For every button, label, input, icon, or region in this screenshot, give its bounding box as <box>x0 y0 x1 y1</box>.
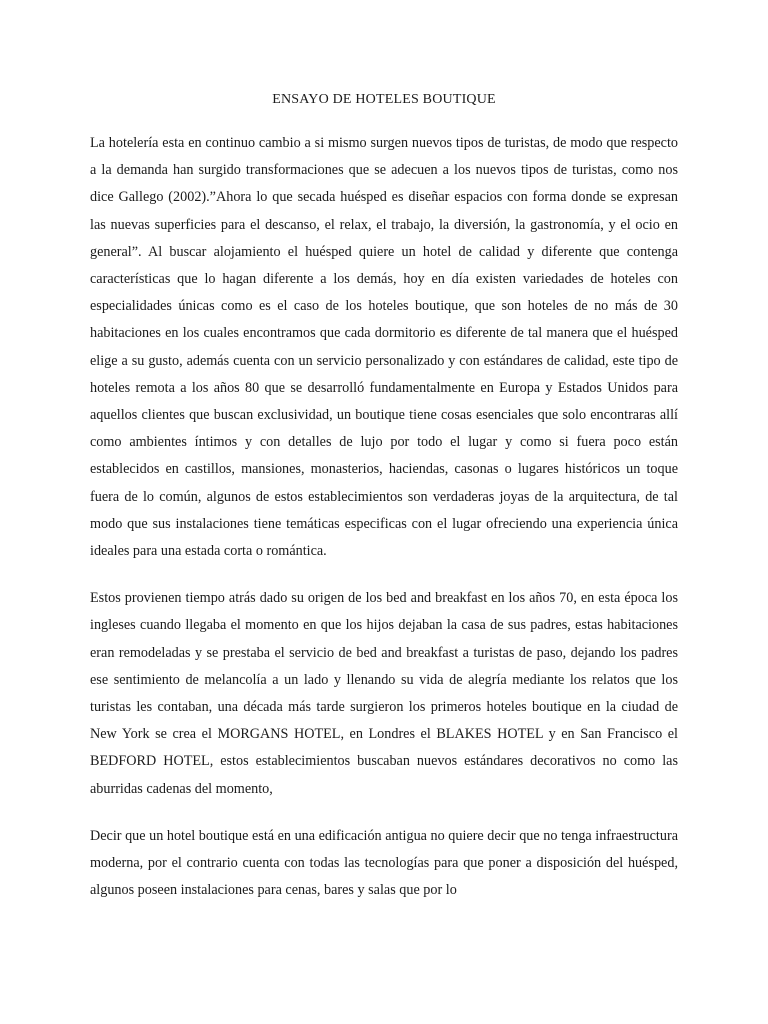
paragraph-3: Decir que un hotel boutique está en una edificación antigua no quiere decir que no tenga infraestructura moderna, por el contrario cuenta con todas las tecnologías para que poner a disposición del huésped, algunos poseen instalaciones para cenas, bares y salas que por lo <box>90 827 678 899</box>
document-title: ENSAYO DE HOTELES BOUTIQUE <box>272 92 496 107</box>
document-body <box>90 130 678 924</box>
paragraph-1: La hotelería esta en continuo cambio a si mismo surgen nuevos tipos de turistas, de modo que respecto a la demanda han surgido transformaciones que se adecuen a los nuevos tipos de turistas, como nos dice Gallego (2002).”Ahora lo que secada huésped es diseñar espacios con forma donde se expresan las nuevas superficies para el descanso, el relax, el trabajo, la diversión, la gastronomía, y el ocio en general”. Al buscar alojamiento el huésped quiere un hotel de calidad y diferente que contenga características que lo hagan diferente a los demás, hoy en día existen variedades de hoteles con especialidades únicas como es el caso de los hoteles boutique, que son hoteles de no más de 30 habitaciones en los cuales encontramos que cada dormitorio es diferente de tal manera que el huésped elige a su gusto, además cuenta con un servicio personalizado y con estándares de calidad, este tipo de hoteles remota a los años 80 que se desarrolló fundamentalmente en Europa y Estados Unidos para aquellos clientes que buscan exclusividad, un boutique tiene cosas esenciales que solo encontraras allí como ambientes íntimos y con detalles de lujo por todo el lugar y como si fuera poco están establecidos en castillos, mansiones, monasterios, haciendas, casonas o lugares históricos un toque fuera de lo común, algunos de estos establecimientos son verdaderas joyas de la arquitectura, de tal modo que sus instalaciones tiene temáticas especificas con el lugar ofreciendo una experiencia única ideales para una estada corta o romántica. <box>90 135 678 560</box>
paragraph-2: Estos provienen tiempo atrás dado su origen de los bed and breakfast en los años 70, en esta época los ingleses cuando llegaba el momento en que los hijos dejaban la casa de sus padres, estas habitaciones eran remodeladas y se prestaba el servicio de bed and breakfast a turistas de paso, dejando los padres ese sentimiento de melancolía a un lado y llenando su vida de alegría mediante los relatos que los turistas les contaban, una década más tarde surgieron los primeros hoteles boutique en la ciudad de New York se crea el MORGANS HOTEL, en Londres el BLAKES HOTEL y en San Francisco el BEDFORD HOTEL, estos establecimientos buscaban nuevos estándares decorativos no como las aburridas cadenas del momento, <box>90 590 678 797</box>
